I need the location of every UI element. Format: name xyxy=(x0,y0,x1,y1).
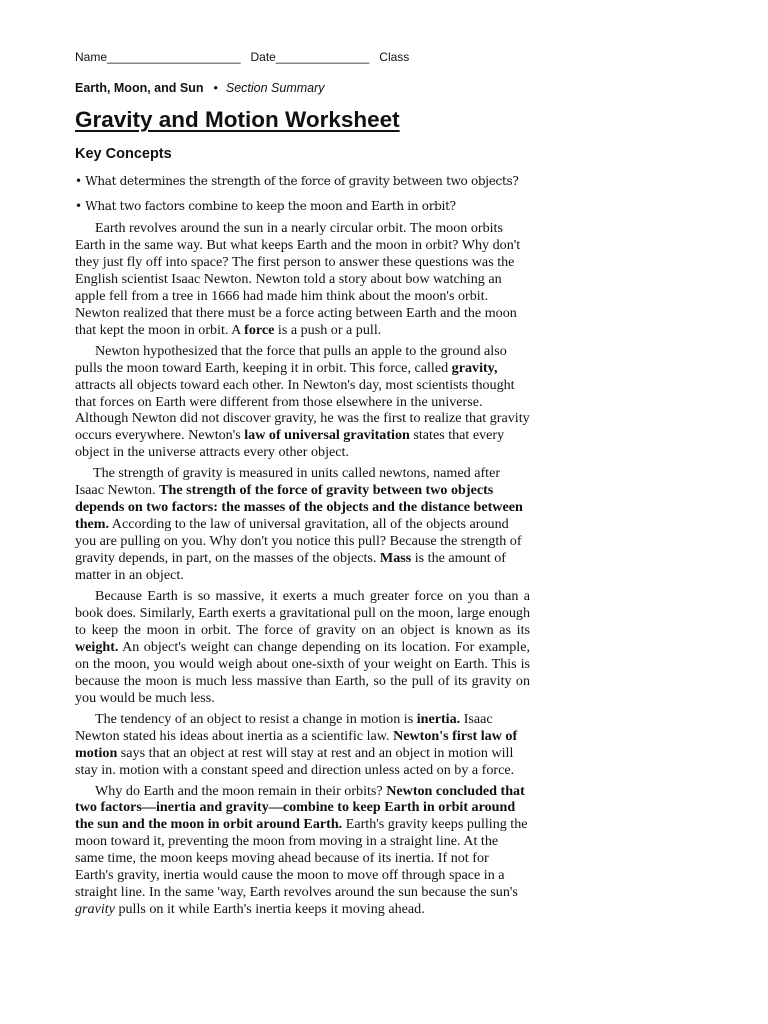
term-inertia: inertia. xyxy=(416,710,461,727)
paragraph-orbit-factors xyxy=(75,783,530,919)
text-run: Newton hypothesized that the force that pulls an apple to the ground also pulls the moon toward Earth, keeping it in orbit. This force, called xyxy=(75,342,507,376)
text-run: is the amount of matter in an object. xyxy=(75,550,506,584)
text-run: says that an object at rest will stay at rest and an object in motion will stay in. motion with a constant speed and direction unless acted on by a force. xyxy=(75,744,515,778)
text-run: pulls on it while Earth's inertia keeps it moving ahead. xyxy=(114,901,425,918)
text-run: Isaac Newton stated his ideas about inertia as a scientific law. xyxy=(75,710,493,744)
term-mass: Mass xyxy=(379,550,412,567)
chapter-subject: Earth, Moon, and Sun xyxy=(75,81,204,95)
section-summary-label: Section Summary xyxy=(225,81,325,95)
text-run: The tendency of an object to resist a change in motion is xyxy=(95,710,417,727)
text-run: The strength of gravity is measured in units called newtons, named after Isaac Newton. xyxy=(75,465,501,499)
paragraph-inertia xyxy=(75,711,530,779)
term-newtons-first-law: Newton's first law of motion xyxy=(75,727,518,761)
paragraph-strength-of-gravity xyxy=(75,465,530,584)
italic-gravity: gravity xyxy=(75,901,115,918)
name-date-class-line: Name____________________ Date______________ Class xyxy=(75,50,410,64)
worksheet-title: Gravity and Motion Worksheet xyxy=(75,107,400,132)
paragraph-weight xyxy=(75,588,530,707)
text-run: Earth revolves around the sun in a nearly circular orbit. The moon orbits Earth in the same way. But what keeps Earth and the moon in orbit? Why don't they just fly off into space? The first person to answer these questions was the English scientist Isaac Newton. Newton told a story about bow watching an apple fell from a tree in 1666 had made him think about the moon's orbit. Newton realized that there must be a force acting between Earth and the moon that kept the moon in orbit. A xyxy=(75,220,521,338)
section-line xyxy=(75,81,325,95)
text-run: attracts all objects toward each other. In Newton's day, most scientists thought that forces on Earth were different from those elsewhere in the universe. Although Newton did not discover gravity, he was the first to realize that gravity occurs everywhere. Newton's xyxy=(75,376,530,444)
key-statement: The strength of the force of gravity between two objects depends on two factors: the masses of the objects and the distance between them. xyxy=(75,482,523,533)
paragraph-gravity xyxy=(75,343,530,462)
summary-body xyxy=(75,220,530,918)
key-concept-item: • What two factors combine to keep the moon and Earth in orbit? xyxy=(75,199,456,213)
text-run: states that every object in the universe attracts every other object. xyxy=(75,427,505,461)
term-gravity: gravity, xyxy=(451,359,498,376)
text-run: is a push or a pull. xyxy=(274,321,382,338)
term-weight: weight. xyxy=(75,638,119,655)
separator-bullet: • xyxy=(213,81,218,95)
text-run: According to the law of universal gravitation, all of the objects around you are pulling on you. Why don't you notice this pull? Because the strength of gravity depends, in part, on the masses of the objects. xyxy=(75,516,522,567)
term-force: force xyxy=(244,321,275,338)
term-law-of-universal-gravitation: law of universal gravitation xyxy=(244,427,410,444)
key-concept-item: • What determines the strength of the force of gravity between two objects? xyxy=(75,174,519,188)
text-run: Because Earth is so massive, it exerts a much greater force on you than a book does. Similarly, Earth exerts a gravitational pull on the moon, large enough to keep the moon in orbit. The force of gravity on an object is known as its xyxy=(75,588,530,638)
text-run: An object's weight can change depending on its location. For example, on the moon, you would weigh about one-sixth of your weight on Earth. This is because the moon is much less massive than Earth, so the pull of its gravity on you would be much less. xyxy=(75,638,530,706)
text-run: Earth's gravity keeps pulling the moon toward it, preventing the moon from moving in a straight line. At the same time, the moon keeps moving ahead because of its inertia. If not for Earth's gravity, inertia would cause the moon to move off through space in a straight line. In the same 'way, Earth revolves around the sun because the sun's xyxy=(75,816,528,901)
key-statement: Newton concluded that two factors—inertia and gravity—combine to keep Earth in orbit around the sun and the moon in orbit around Earth. xyxy=(75,782,525,833)
paragraph-orbits xyxy=(75,220,530,339)
text-run: Why do Earth and the moon remain in their orbits? xyxy=(95,782,387,799)
key-concepts-heading: Key Concepts xyxy=(75,146,172,162)
